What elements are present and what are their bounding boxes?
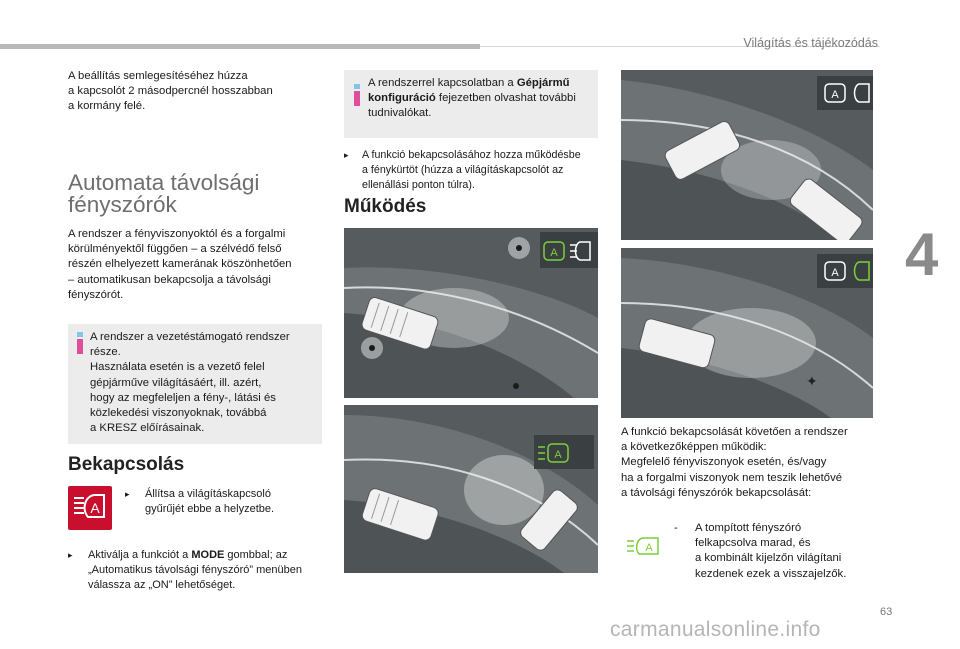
step-line: válassza az „ON” lehetőséget. [88,579,236,591]
desc-line: Megfelelő fényviszonyok esetén, és/vagy [621,456,827,469]
intro-line: A beállítás semlegesítéséhez húzza [68,70,248,82]
desc-line: a távolsági fényszórók bekapcsolását: [621,486,812,499]
intro-line: a kormány felé. [68,100,146,113]
step-line: „Automatikus távolsági fényszóró” menüben [88,564,302,576]
note-line: Használata esetén is a vezető felel [90,361,265,374]
info-note-left [68,324,322,444]
desc-line: ha a forgalmi viszonyok nem teszik lehetővé [621,471,843,484]
desc-line: fényszórót. [68,288,124,301]
desc-line: – automatikusan bekapcsolja a távolsági [68,273,271,286]
note-line: a KRESZ előírásainak. [90,422,205,435]
title-line: Automata távolsági [68,170,260,195]
note-line: hogy az megfeleljen a fény-, látási és [90,391,276,404]
arrow-bullet-icon: ▸ [68,550,73,560]
page-number: 63 [880,606,893,618]
chapter-number: 4 [905,221,939,288]
road-illustration-oncoming-vehicle [344,405,598,573]
title-line: fényszórók [68,192,177,217]
svg-text:A: A [554,449,562,461]
svg-text:A: A [645,542,653,554]
step-line: gyűrűjét ebbe a helyzetbe. [145,503,275,515]
svg-text:✦: ✦ [806,373,818,389]
step-line: Állítsa a világításkapcsoló [145,488,271,500]
note-line: közlekedési viszonyoknak, továbbá [90,407,267,420]
info-icon [75,332,85,354]
arrow-bullet-icon: ▸ [344,150,349,160]
header-bar [0,44,480,49]
page-header-title: Világítás és tájékozódás [743,36,878,50]
svg-text:A: A [550,247,558,259]
desc-line: részén elhelyezett kamerának köszönhetően [68,258,292,271]
automatic-description [68,227,328,303]
road-illustration-lit-area [621,248,873,418]
svg-text:A: A [831,89,839,101]
intro-text [68,69,318,115]
desc-line: A rendszer a fényviszonyoktól és a forgalmi [68,228,286,240]
desc-line: a következőképpen működik: [621,441,767,454]
watermark: carmanualsonline.info [610,618,821,641]
bullet-line: A funkció bekapcsolásához hozza működésbe [362,149,581,161]
item-line: a kombinált kijelzőn világítani [695,552,842,565]
section-title-automatic [68,172,259,216]
auto-high-beam-indicator-icon [625,536,661,556]
desc-line: A funkció bekapcsolását követően a rendszer [621,426,848,438]
road-illustration-high-beam-on [344,228,598,398]
indicator-description [695,521,875,582]
arrow-bullet-icon: ▸ [125,489,130,499]
svg-text:A: A [831,267,839,279]
note-line: része. [90,346,121,359]
item-line: kezdenek ezek a visszajelzők. [695,567,847,580]
item-line: felkapcsolva marad, és [695,537,811,550]
note-line: gépjárműve világításáért, ill. azért, [90,376,262,389]
function-description [621,425,881,501]
dash-bullet: - [674,522,678,534]
section-title-mukodes: Működés [344,196,427,217]
bullet-line: a fénykürtöt (húzza a világításkapcsolót az [362,164,564,176]
bullet-line: ellenállási ponton túlra). [362,179,475,191]
note-line: A rendszer a vezetéstámogató rendszer [90,331,290,343]
intro-line: a kapcsolót 2 másodpercnél hosszabban [68,85,273,98]
desc-line: körülményektől függően – a szélvédő felső [68,243,282,256]
road-illustration-vehicle-ahead [621,70,873,240]
info-note-middle: A rendszerrel kapcsolatban a Gépjármű konfiguráció fejezetben olvashat további tudnivalókat. [344,70,598,138]
note-line: tudnivalókat. [368,107,432,120]
mode-keyword: MODE [191,549,225,561]
item-line: A tompított fényszóró [695,522,802,534]
section-title-bekapcsolas: Bekapcsolás [68,454,185,475]
info-icon [352,84,362,106]
svg-text:A: A [90,500,100,516]
auto-high-beam-switch-icon [68,486,112,530]
